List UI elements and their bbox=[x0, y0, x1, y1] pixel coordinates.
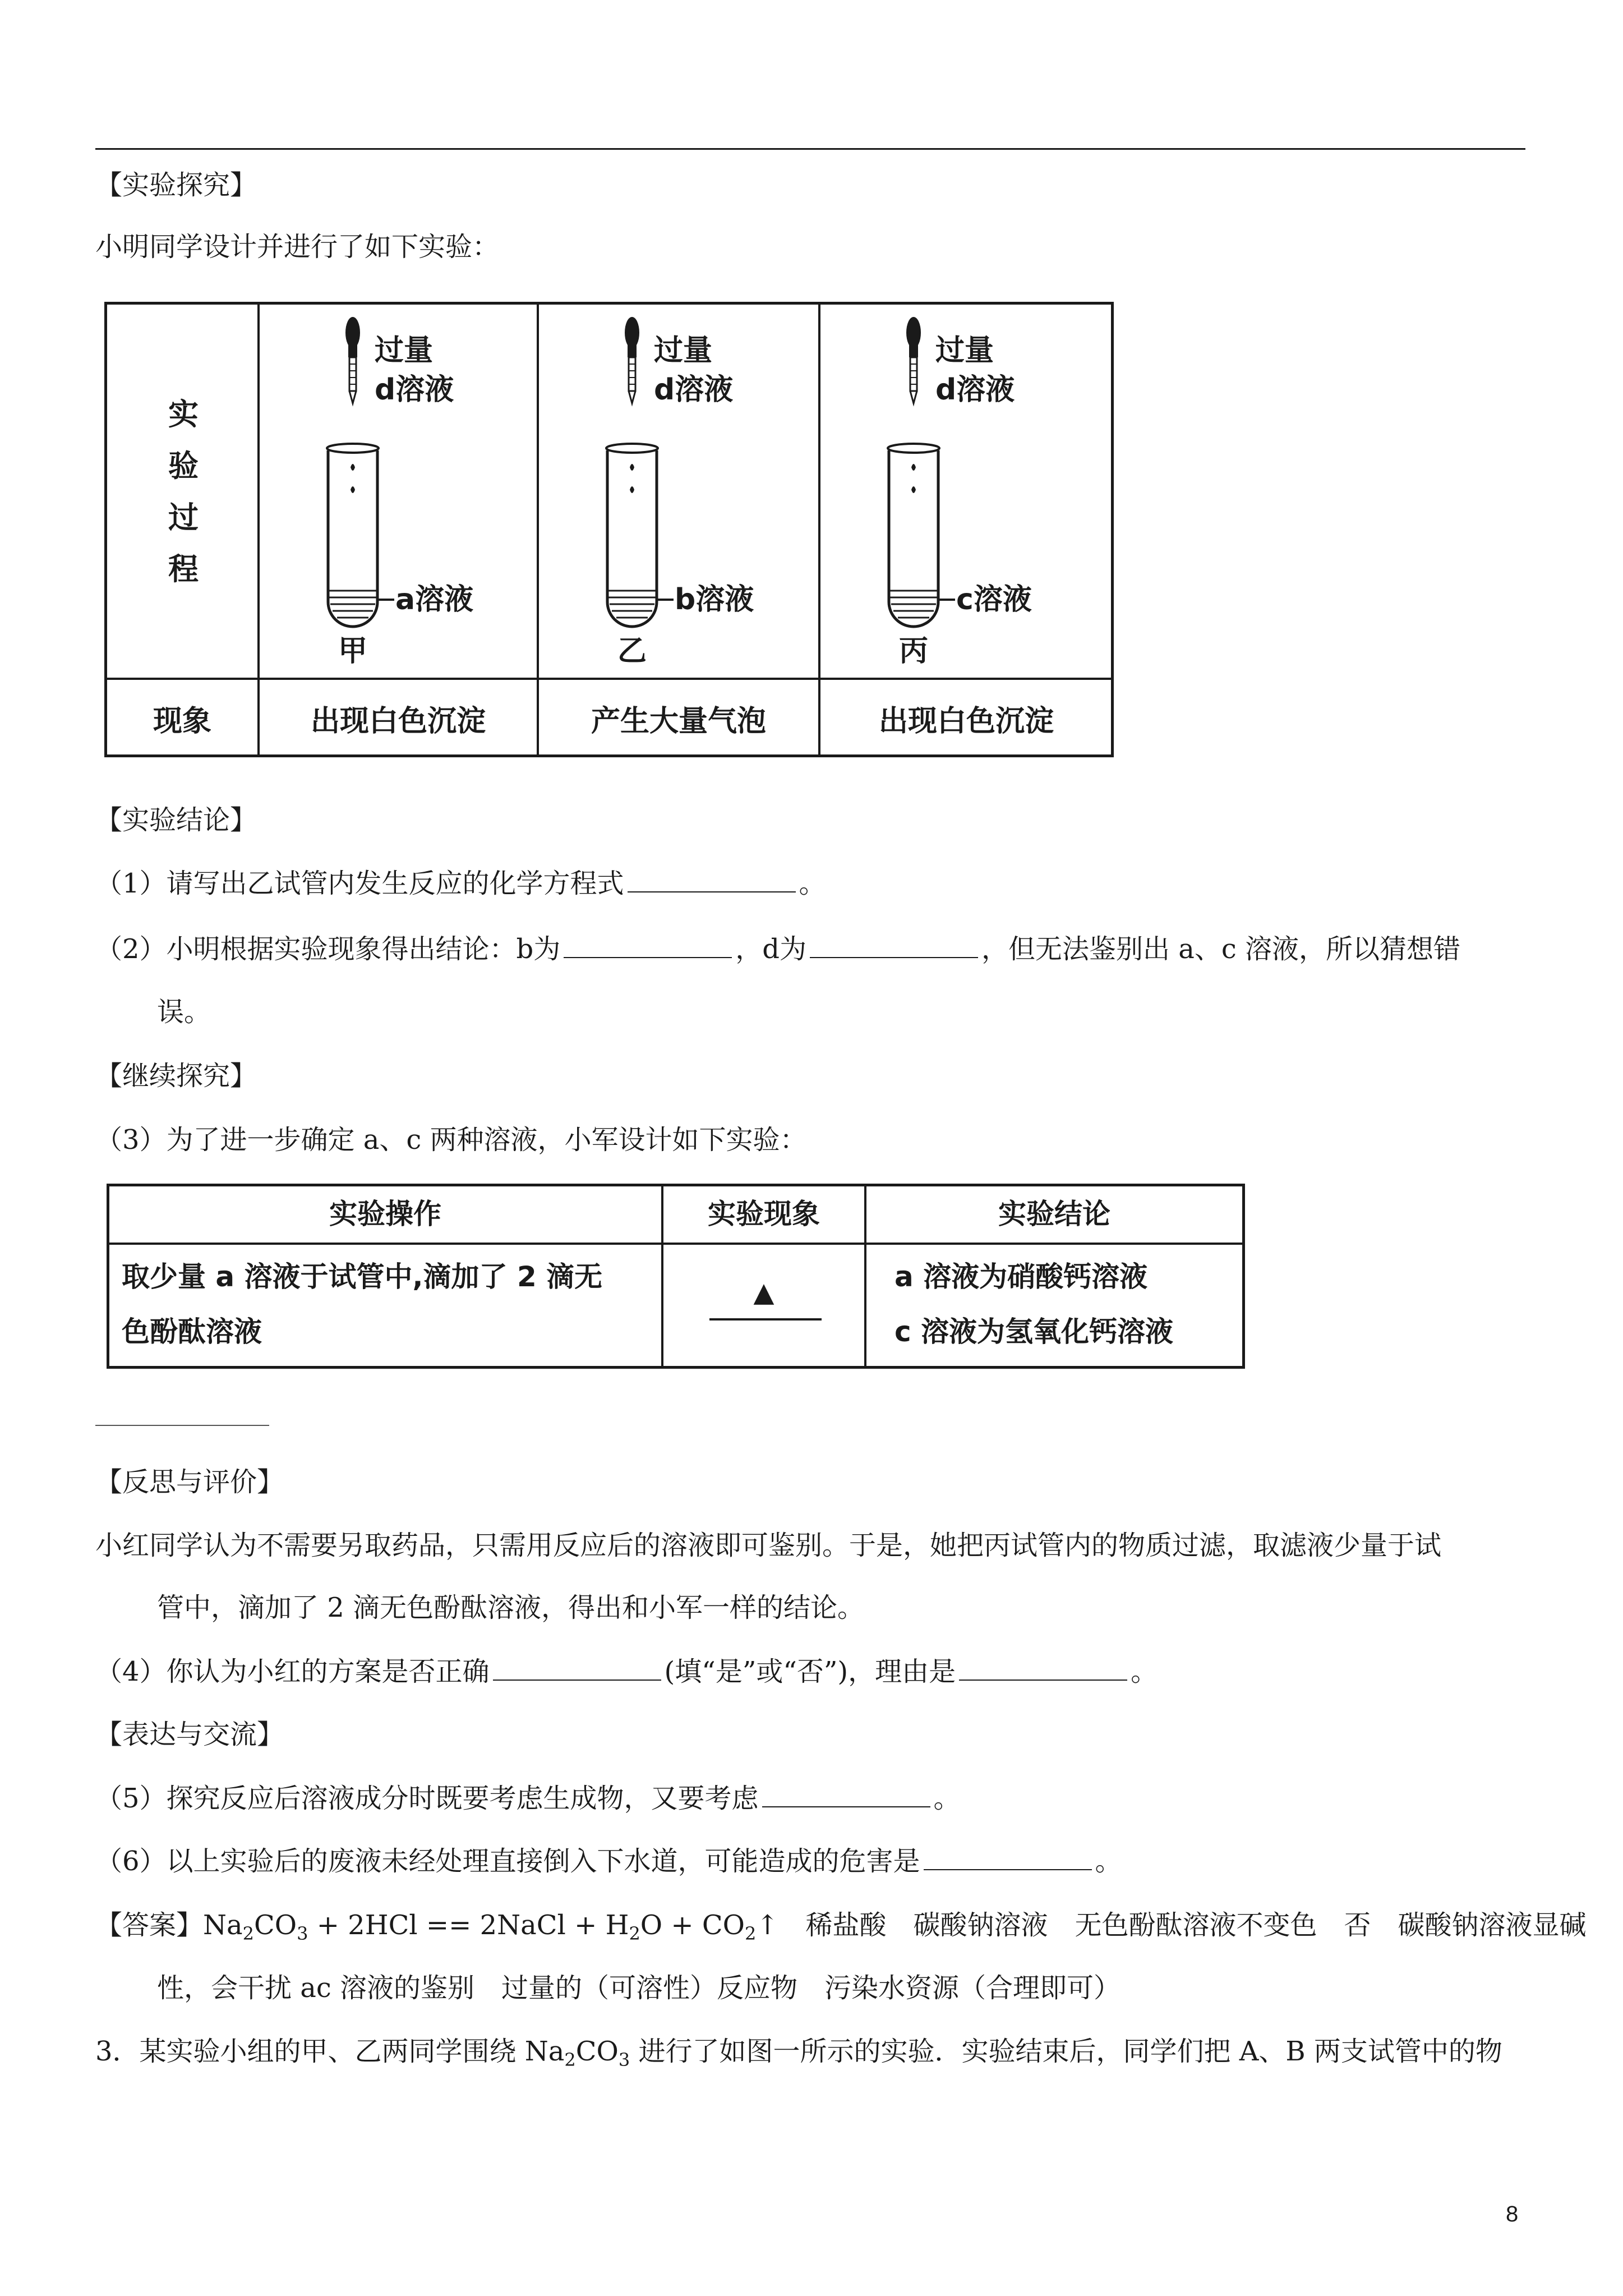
subscript: 2 bbox=[564, 2049, 576, 2070]
tube-solution-label: b溶液 bbox=[675, 583, 754, 616]
answer-line-2: 性，会干扰 ac 溶液的鉴别 过量的（可溶性）反应物 污染水资源（合理即可） bbox=[157, 1972, 1121, 2004]
formula-part: Na bbox=[203, 1910, 243, 1941]
table-divider bbox=[109, 1243, 1242, 1245]
answer-blank[interactable] bbox=[564, 932, 732, 958]
dropper-label-d: d溶液 bbox=[375, 373, 454, 407]
header-rule bbox=[95, 148, 1525, 150]
tube-solution-label: a溶液 bbox=[395, 583, 474, 616]
reflect-text: 管中，滴加了 2 滴无色酚酞溶液，得出和小军一样的结论。 bbox=[157, 1592, 865, 1623]
answer-blank[interactable] bbox=[762, 1782, 930, 1807]
answer-line bbox=[95, 1908, 1587, 1950]
phenomenon-cell: 出现白色沉淀 bbox=[310, 705, 486, 738]
reflect-text: 小红同学认为不需要另取药品，只需用反应后的溶液即可鉴别。于是，她把丙试管内的物质过滤，取滤液少量于试 bbox=[95, 1530, 1442, 1561]
formula-part: O + CO bbox=[640, 1910, 745, 1941]
phenomenon-header: 现象 bbox=[153, 705, 211, 738]
question-6-end: 。 bbox=[1095, 1846, 1122, 1877]
operation-line: 取少量 a 溶液于试管中,滴加了 2 滴无 bbox=[122, 1260, 603, 1293]
apparatus-yi bbox=[539, 305, 818, 678]
answer-blank[interactable] bbox=[628, 867, 796, 892]
verification-table bbox=[107, 1184, 1245, 1369]
question-2-text: （2）小明根据实验现象得出结论：b为 bbox=[95, 933, 561, 965]
phenomenon-cell: 出现白色沉淀 bbox=[878, 705, 1054, 738]
question-1-text: （1）请写出乙试管内发生反应的化学方程式 bbox=[95, 868, 624, 899]
answer-text: 稀盐酸 碳酸钠溶液 无色酚酞溶液不变色 否 碳酸钠溶液显碱 bbox=[778, 1910, 1587, 1941]
next-question-text: CO bbox=[575, 2036, 619, 2067]
header-operation: 实验操作 bbox=[329, 1198, 441, 1230]
formula-part: + 2HCl == 2NaCl + H bbox=[308, 1910, 629, 1941]
phenomenon-cell: 产生大量气泡 bbox=[591, 705, 766, 738]
experiment-table bbox=[104, 302, 1114, 757]
dropper-label-excess: 过量 bbox=[654, 334, 713, 367]
row-header-char: 过 bbox=[168, 500, 199, 535]
row-header-char: 验 bbox=[168, 448, 199, 484]
header-phenomenon: 实验现象 bbox=[708, 1198, 820, 1230]
subscript: 2 bbox=[242, 1923, 254, 1944]
dropper-label-excess: 过量 bbox=[935, 334, 994, 367]
header-conclusion: 实验结论 bbox=[998, 1198, 1110, 1230]
tube-name-label: 甲 bbox=[338, 634, 368, 668]
question-4-text: （4）你认为小红的方案是否正确 bbox=[95, 1656, 490, 1687]
answer-blank[interactable] bbox=[924, 1844, 1092, 1870]
section-continue: 【继续探究】 bbox=[95, 1060, 257, 1092]
page-number: 8 bbox=[1506, 2202, 1519, 2226]
question-2 bbox=[95, 932, 1460, 966]
tube-solution-label: c溶液 bbox=[956, 583, 1032, 616]
operation-line: 色酚酞溶液 bbox=[122, 1315, 262, 1348]
row-header-char: 程 bbox=[168, 551, 199, 587]
apparatus-bing bbox=[820, 305, 1100, 678]
answer-blank[interactable] bbox=[959, 1655, 1127, 1681]
question-4-end: 。 bbox=[1131, 1656, 1158, 1687]
intro-text: 小明同学设计并进行了如下实验： bbox=[95, 231, 500, 263]
table-divider bbox=[107, 678, 1111, 680]
dropper-label-d: d溶液 bbox=[935, 373, 1015, 407]
section-express: 【表达与交流】 bbox=[95, 1719, 284, 1750]
dropper-label-d: d溶液 bbox=[654, 373, 734, 407]
question-1-end: 。 bbox=[799, 868, 826, 899]
question-4 bbox=[95, 1655, 1158, 1688]
row-header-char: 实 bbox=[168, 397, 199, 432]
dropper-label-excess: 过量 bbox=[375, 334, 434, 367]
question-2-text: ，d为 bbox=[735, 933, 807, 965]
answer-blank[interactable] bbox=[95, 1425, 269, 1426]
question-2-text: ，但无法鉴别出 a、c 溶液，所以猜想错 bbox=[981, 933, 1461, 965]
question-5-text: （5）探究反应后溶液成分时既要考虑生成物，又要考虑 bbox=[95, 1783, 759, 1814]
question-6-text: （6）以上实验后的废液未经处理直接倒入下水道，可能造成的危害是 bbox=[95, 1846, 920, 1877]
subscript: 2 bbox=[629, 1923, 640, 1944]
row-header-process bbox=[107, 389, 260, 595]
section-experiment: 【实验探究】 bbox=[95, 169, 257, 201]
question-4-text: (填“是”或“否”)，理由是 bbox=[664, 1656, 956, 1687]
tube-name-label: 乙 bbox=[617, 634, 647, 668]
answer-blank[interactable] bbox=[709, 1318, 822, 1320]
subscript: 3 bbox=[618, 2049, 630, 2070]
next-question-text: 进行了如图一所示的实验．实验结束后，同学们把 A、B 两支试管中的物 bbox=[630, 2036, 1502, 2067]
gas-arrow-icon: ↑ bbox=[756, 1910, 779, 1941]
subscript: 3 bbox=[297, 1923, 308, 1944]
question-1 bbox=[95, 867, 826, 900]
section-conclusion: 【实验结论】 bbox=[95, 804, 257, 836]
conclusion-line: c 溶液为氢氧化钙溶液 bbox=[895, 1315, 1174, 1348]
question-5 bbox=[95, 1782, 961, 1815]
next-question-text: 3．某实验小组的甲、乙两同学围绕 Na bbox=[95, 2036, 565, 2067]
answer-blank[interactable] bbox=[493, 1655, 661, 1681]
conclusion-line: a 溶液为硝酸钙溶液 bbox=[895, 1260, 1148, 1293]
formula-part: CO bbox=[254, 1910, 297, 1941]
question-3: （3）为了进一步确定 a、c 两种溶液，小军设计如下实验： bbox=[95, 1124, 807, 1156]
section-reflect: 【反思与评价】 bbox=[95, 1466, 284, 1498]
apparatus-jia bbox=[260, 305, 539, 678]
subscript: 2 bbox=[744, 1923, 757, 1944]
question-6 bbox=[95, 1844, 1122, 1878]
answer-blank[interactable] bbox=[810, 932, 978, 958]
question-5-end: 。 bbox=[933, 1783, 961, 1814]
question-2-cont: 误。 bbox=[157, 996, 211, 1028]
tube-name-label: 丙 bbox=[899, 634, 929, 668]
next-question bbox=[95, 2035, 1502, 2077]
answer-prefix: 【答案】 bbox=[95, 1910, 204, 1941]
placeholder-triangle-icon: ▲ bbox=[753, 1277, 774, 1308]
